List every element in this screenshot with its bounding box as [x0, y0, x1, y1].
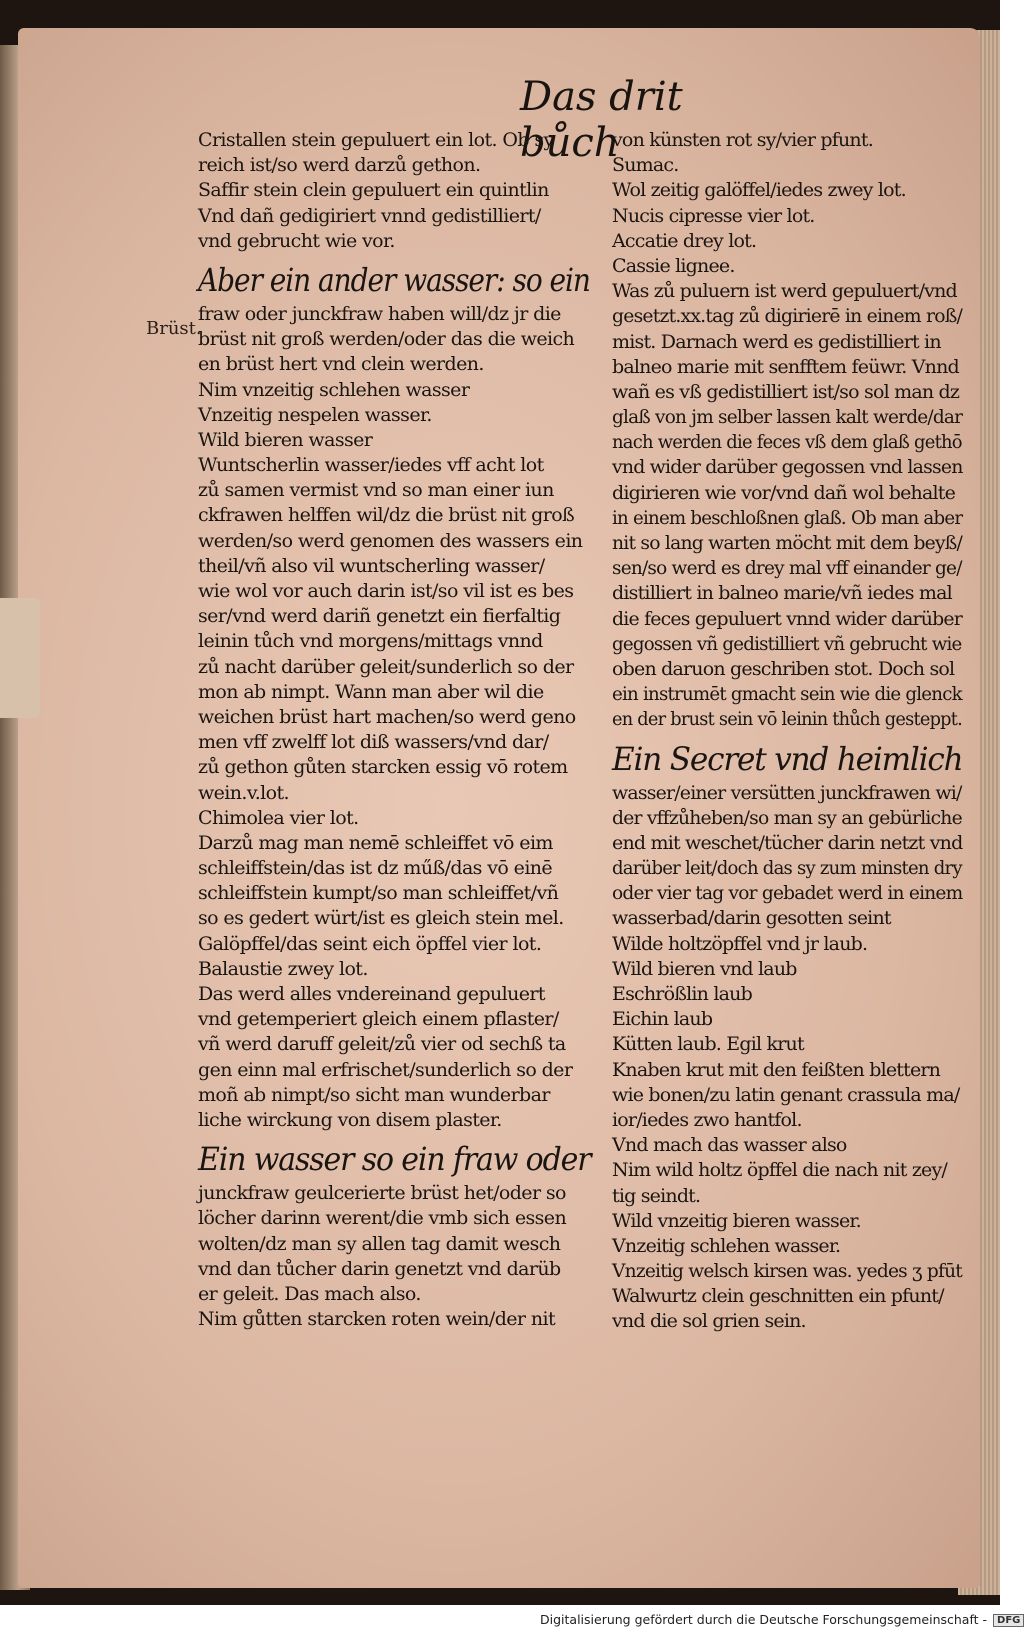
- text-line: mist. Darnach werd es gedistilliert in: [612, 330, 941, 353]
- text-line: balneo marie mit senfftem feüwr. Vnnd: [612, 355, 959, 378]
- text-line: wasser/einer versütten junckfrawen wi/: [612, 781, 962, 804]
- text-line: Wuntscherlin wasser/iedes vff acht lot: [198, 454, 544, 477]
- text-line: wolten/dz man sy allen tag damit wesch: [198, 1232, 561, 1255]
- text-line: Sumac.: [612, 154, 679, 177]
- text-line: Accatie drey lot.: [612, 229, 757, 252]
- text-line: Vnzeitig nespelen wasser.: [198, 403, 432, 426]
- text-line: wie bonen/zu latin genant crassula ma/: [612, 1083, 960, 1106]
- text-line: Cristallen stein gepuluert ein lot. Ob sy: [198, 129, 554, 151]
- text-line: ein instrumēt gmacht sein wie die glenck: [612, 683, 962, 706]
- text-line: Wilde holtzöpffel vnd jr laub.: [612, 932, 868, 955]
- text-line: en brüst hert vnd clein werden.: [198, 353, 484, 376]
- text-line: Was zů puluern ist werd gepuluert/vnd: [612, 280, 957, 303]
- digitization-footer: [540, 1612, 1021, 1632]
- text-line: Kütten laub. Egil krut: [612, 1033, 804, 1056]
- text-line: wie wol vor auch darin ist/so vil ist es bes: [198, 580, 574, 602]
- text-line: Das werd alles vndereinand gepuluert: [198, 983, 545, 1005]
- text-line: Saffir stein clein gepuluert ein quintlin: [198, 179, 549, 202]
- text-line: Chimolea vier lot.: [198, 806, 359, 829]
- text-line: Nim wild holtz öpffel die nach nit zey/: [612, 1159, 948, 1182]
- text-line: Eschrößlin laub: [612, 983, 752, 1005]
- right-text-column: [612, 128, 962, 1335]
- text-line: zů nacht darüber geleit/sunderlich so der: [198, 655, 574, 678]
- running-head: Das drit bůch: [520, 74, 683, 166]
- text-line: vnd gebrucht wie vor.: [198, 229, 395, 252]
- text-line: schleiffstein/das ist dz műß/das vō einē: [198, 857, 553, 880]
- text-line: tig seindt.: [612, 1184, 701, 1207]
- text-line: vnd wider darüber gegossen vnd lassen: [612, 456, 963, 479]
- section-heading: Ein wasser so ein fraw oder: [198, 1140, 591, 1179]
- text-line: vñ werd daruff geleit/zů vier od sechß ta: [198, 1033, 566, 1056]
- text-line: werden/so werd genomen des wassers ein: [198, 529, 583, 552]
- text-line: löcher darinn werent/die vmb sich essen: [198, 1207, 567, 1230]
- text-line: distilliert in balneo marie/vñ iedes mal: [612, 582, 952, 605]
- text-line: wasserbad/darin gesotten seint: [612, 907, 891, 930]
- text-line: mon ab nimpt. Wann man aber wil die: [198, 680, 544, 703]
- text-line: Wild bieren wasser: [198, 428, 373, 451]
- text-line: vnd dan tůcher darin genetzt vnd darüb: [198, 1257, 561, 1280]
- text-line: nit so lang warten möcht mit dem beyß/: [612, 532, 962, 554]
- text-line: wañ es vß gedistilliert ist/so sol man dz: [612, 380, 960, 403]
- text-line: von künsten rot sy/vier pfunt.: [612, 129, 873, 151]
- text-line: Wild vnzeitig bieren wasser.: [612, 1209, 861, 1232]
- text-line: oben daruon geschriben stot. Doch sol: [612, 657, 955, 680]
- footer-text: Digitalisierung gefördert durch die Deutsche Forschungsgemeinschaft -: [540, 1612, 988, 1627]
- text-line: er geleit. Das mach also.: [198, 1282, 421, 1305]
- text-line: brüst nit groß werden/oder das die weich: [198, 328, 575, 351]
- text-line: ior/iedes zwo hantfol.: [612, 1108, 802, 1131]
- text-line: wein.v.lot.: [198, 781, 289, 804]
- text-line: junckfraw geulcerierte brüst het/oder so: [198, 1182, 566, 1205]
- page-tab-marker: [0, 598, 40, 718]
- text-line: zů gethon gůten starcken essig vō rotem: [198, 756, 568, 779]
- text-line: Vnd dañ gedigiriert vnnd gedistilliert/: [198, 204, 541, 227]
- text-line: Galöpffel/das seint eich öpffel vier lot.: [198, 932, 542, 955]
- text-line: darüber leit/doch das sy zum minsten dry: [612, 857, 962, 880]
- text-line: Nim vnzeitig schlehen wasser: [198, 378, 470, 401]
- text-line: Vnzeitig schlehen wasser.: [612, 1234, 841, 1257]
- text-line: Wild bieren vnd laub: [612, 957, 797, 980]
- text-line: men vff zwelff lot diß wassers/vnd dar/: [198, 731, 549, 754]
- text-line: reich ist/so werd darzů gethon.: [198, 154, 481, 177]
- text-line: gesetzt.xx.tag zů digirierē in einem roß/: [612, 305, 963, 328]
- text-line: theil/vñ also vil wuntscherling wasser/: [198, 554, 545, 577]
- text-line: zů samen vermist vnd so man einer iun: [198, 479, 554, 502]
- text-line: leinin tůch vnd morgens/mittags vnnd: [198, 630, 543, 653]
- text-line: Knaben krut mit den feißten blettern: [612, 1058, 941, 1081]
- text-line: nach werden die feces vß dem glaß gethō: [612, 431, 962, 454]
- text-line: gegossen vñ gedistilliert vñ gebrucht wie: [612, 632, 962, 655]
- text-line: gen einn mal erfrischet/sunderlich so der: [198, 1058, 573, 1081]
- text-line: Eichin laub: [612, 1008, 713, 1031]
- text-line: in einem beschloßnen glaß. Ob man aber: [612, 506, 963, 529]
- dfg-logo: DFG: [993, 1614, 1024, 1627]
- text-line: end mit weschet/tücher darin netzt vnd: [612, 831, 963, 854]
- text-line: vnd getemperiert gleich einem pflaster/: [198, 1008, 559, 1031]
- section-heading: Ein Secret vnd heimlich: [612, 739, 963, 778]
- text-line: ckfrawen helffen wil/dz die brüst nit groß: [198, 504, 575, 527]
- text-line: der vffzůheben/so man sy an gebürliche: [612, 806, 962, 829]
- text-line: Darzů mag man nemē schleiffet vō eim: [198, 831, 553, 854]
- text-line: Nim gůtten starcken roten wein/der nit: [198, 1308, 555, 1331]
- left-text-column: [198, 128, 590, 1332]
- text-line: Vnzeitig welsch kirsen was. yedes ʒ pfūt: [612, 1260, 962, 1283]
- text-line: die feces gepuluert vnnd wider darüber: [612, 607, 962, 630]
- text-line: liche wirckung von disem plaster.: [198, 1108, 502, 1131]
- text-line: fraw oder junckfraw haben will/dz jr die: [198, 302, 561, 325]
- text-line: glaß von jm selber lassen kalt werde/dar: [612, 406, 963, 429]
- text-line: schleiffstein kumpt/so man schleiffet/vñ: [198, 882, 559, 905]
- text-line: Vnd mach das wasser also: [612, 1134, 847, 1157]
- text-line: oder vier tag vor gebadet werd in einem: [612, 882, 963, 905]
- text-line: Walwurtz clein geschnitten ein pfunt/: [612, 1285, 944, 1308]
- text-line: Cassie lignee.: [612, 254, 735, 277]
- text-line: ser/vnd werd dariñ genetzt ein fierfaltig: [198, 605, 561, 628]
- text-line: so es gedert würt/ist es gleich stein mel.: [198, 907, 564, 930]
- margin-note: Brüst.: [146, 318, 202, 339]
- text-line: en der brust sein vō leinin thůch gesteppt.: [612, 708, 963, 731]
- text-line: Balaustie zwey lot.: [198, 957, 368, 980]
- text-line: Wol zeitig galöffel/iedes zwey lot.: [612, 179, 906, 202]
- text-line: digirieren wie vor/vnd dañ wol behalte: [612, 481, 956, 504]
- text-line: sen/so werd es drey mal vff einander ge/: [612, 557, 962, 580]
- text-line: moñ ab nimpt/so sicht man wunderbar: [198, 1083, 550, 1106]
- text-line: Nucis cipresse vier lot.: [612, 204, 815, 227]
- text-line: vnd die sol grien sein.: [612, 1310, 806, 1333]
- text-line: weichen brüst hart machen/so werd geno: [198, 705, 576, 728]
- section-heading: Aber ein ander wasser: so ein: [198, 260, 590, 299]
